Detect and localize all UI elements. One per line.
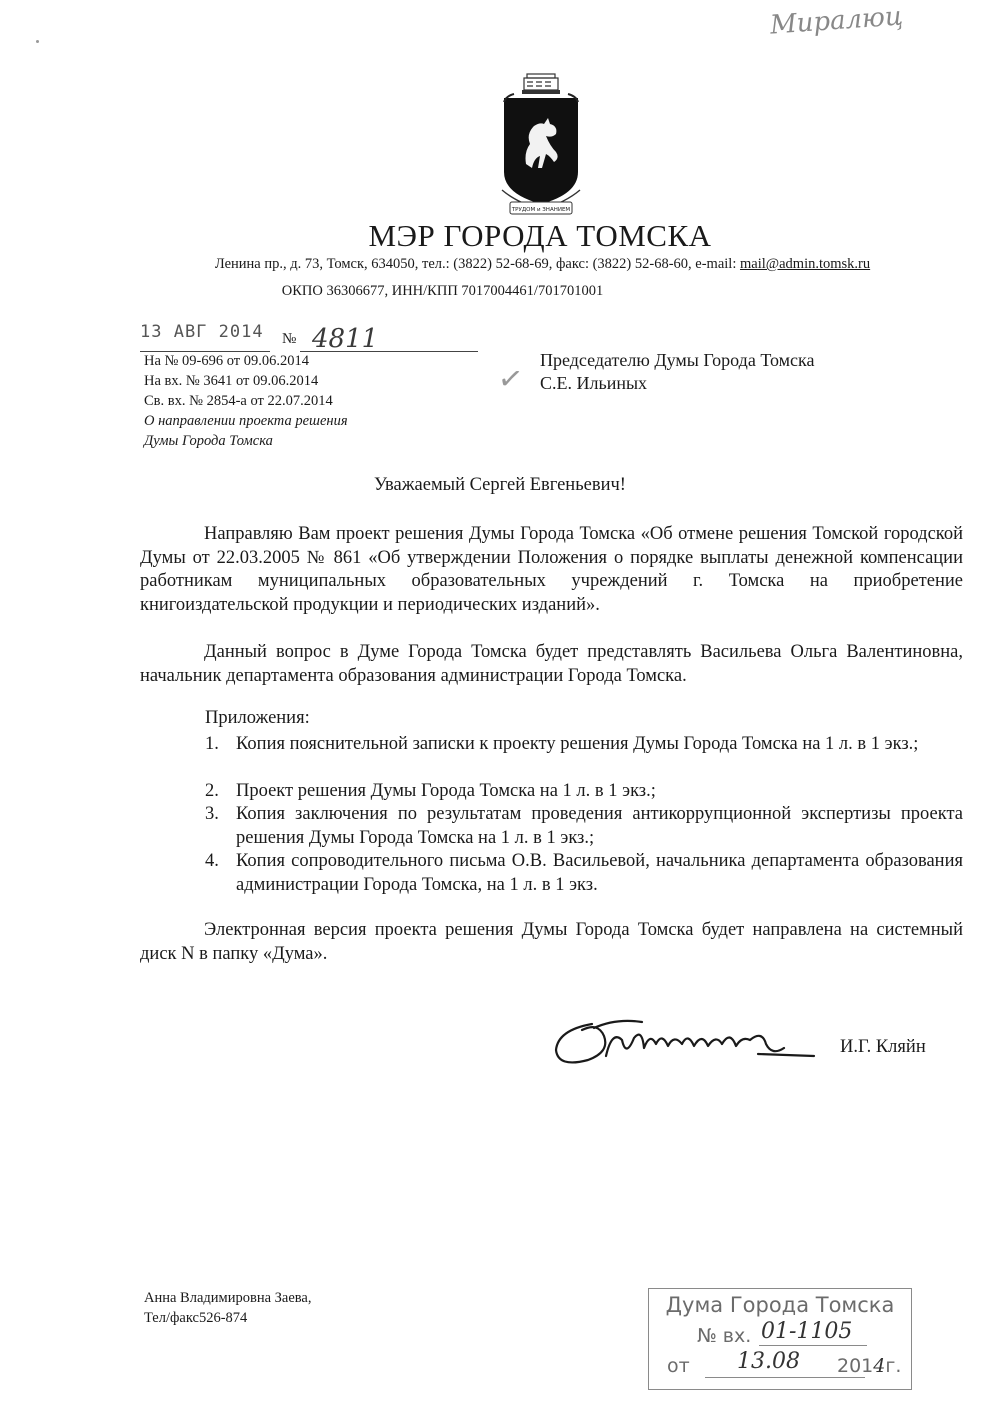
addressee-block — [540, 349, 814, 395]
address-text: Ленина пр., д. 73, Томск, 634050, тел.: (3822) 52-68-69, факс: (3822) 52-68-60, e-mail: — [214, 256, 740, 272]
appendix-item-text: Копия заключения по результатам проведения антикоррупционной экспертизы проекта решения Думы Города Томска на 1 л. в 1 экз.; — [236, 804, 963, 848]
incoming-registration-stamp — [648, 1288, 912, 1390]
number-line — [300, 351, 478, 352]
body-paragraph: Данный вопрос в Думе Города Томска будет представлять Васильева Ольга Валентиновна, начальник департамента образования администрации Города Томска. — [140, 642, 963, 686]
addressee-position: Председателю Думы Города Томска — [540, 350, 815, 370]
coat-of-arms-icon — [496, 72, 586, 220]
stamp-date-label: от — [667, 1355, 690, 1377]
signature-icon — [552, 1010, 822, 1072]
greeting: Уважаемый Сергей Евгеньевич! — [374, 475, 626, 495]
checkmark-icon: ✓ — [495, 361, 526, 398]
stamp-title: Дума Города Томска — [665, 1293, 895, 1317]
letterhead-codes: ОКПО 36306677, ИНН/КПП 7017004461/701701001 — [281, 283, 604, 299]
stamp-year-suffix: г. — [885, 1355, 902, 1377]
email-link[interactable]: mail@admin.tomsk.ru — [739, 256, 871, 272]
subject-line: Думы Города Томска — [144, 433, 273, 449]
outgoing-number: 4811 — [312, 324, 379, 354]
body-paragraph: Направляю Вам проект решения Думы Города Томска «Об отмене решения Томской городской Думы от 22.03.2005 № 861 «Об утверждении Положения о порядке выплаты денежной компенсации работникам муниципальных образовательных учреждений г. Томска на приобретение книгоиздательской продукции и периодических изданий». — [140, 524, 963, 615]
reference-line: На вх. № 3641 от 09.06.2014 — [144, 373, 319, 389]
stamp-year-hand: 4 — [873, 1355, 886, 1377]
signer-name: И.Г. Кляйн — [840, 1037, 926, 1057]
appendix-item-text: Копия сопроводительного письма О.В. Васильевой, начальника департамента образования администрации Города Томска, на 1 л. в 1 экз. — [236, 851, 963, 895]
executor-name: Анна Владимировна Заева, — [144, 1290, 312, 1306]
reference-line: Св. вх. № 2854-а от 22.07.2014 — [144, 393, 333, 409]
appendix-item-text: Проект решения Думы Города Томска на 1 л. в 1 экз.; — [236, 781, 656, 801]
stamp-year — [837, 1355, 901, 1377]
appendix-title: Приложения: — [205, 708, 310, 728]
appendix-item-number: 4. — [205, 851, 219, 871]
appendix-item-number: 2. — [205, 781, 219, 801]
appendix-item-text: Копия пояснительной записки к проекту решения Думы Города Томска на 1 л. в 1 экз.; — [236, 734, 919, 754]
executor-block — [144, 1288, 312, 1328]
stamp-number-label: № вх. — [697, 1325, 752, 1347]
subject-line: О направлении проекта решения — [144, 413, 348, 429]
letterhead-address — [0, 256, 1000, 273]
stamp-year-prefix: 201 — [837, 1355, 874, 1377]
addressee-name: С.Е. Ильиных — [540, 373, 648, 393]
body-paragraph: Электронная версия проекта решения Думы Города Томска будет направлена на системный диск N в папку «Дума». — [140, 920, 963, 964]
executor-phone: Тел/факс526-874 — [144, 1310, 248, 1326]
appendix-item-number: 3. — [205, 804, 219, 824]
stamp-date-line — [705, 1377, 865, 1378]
scan-speck — [36, 40, 39, 43]
corner-handwritten-note: Миралюц — [769, 1, 904, 41]
stamp-number-value: 01-1105 — [761, 1319, 853, 1344]
date-stamp: 13 АВГ 2014 — [140, 322, 264, 342]
crest-motto: ТРУДОМ и ЗНАНИЕМ — [511, 207, 571, 213]
stamp-number-line — [759, 1345, 867, 1346]
stamp-date-value: 13.08 — [737, 1349, 800, 1374]
number-sign: № — [282, 331, 297, 347]
letterhead-title: МЭР ГОРОДА ТОМСКА — [368, 218, 712, 253]
appendix-item-number: 1. — [205, 734, 219, 754]
reference-line: На № 09-696 от 09.06.2014 — [144, 353, 309, 369]
